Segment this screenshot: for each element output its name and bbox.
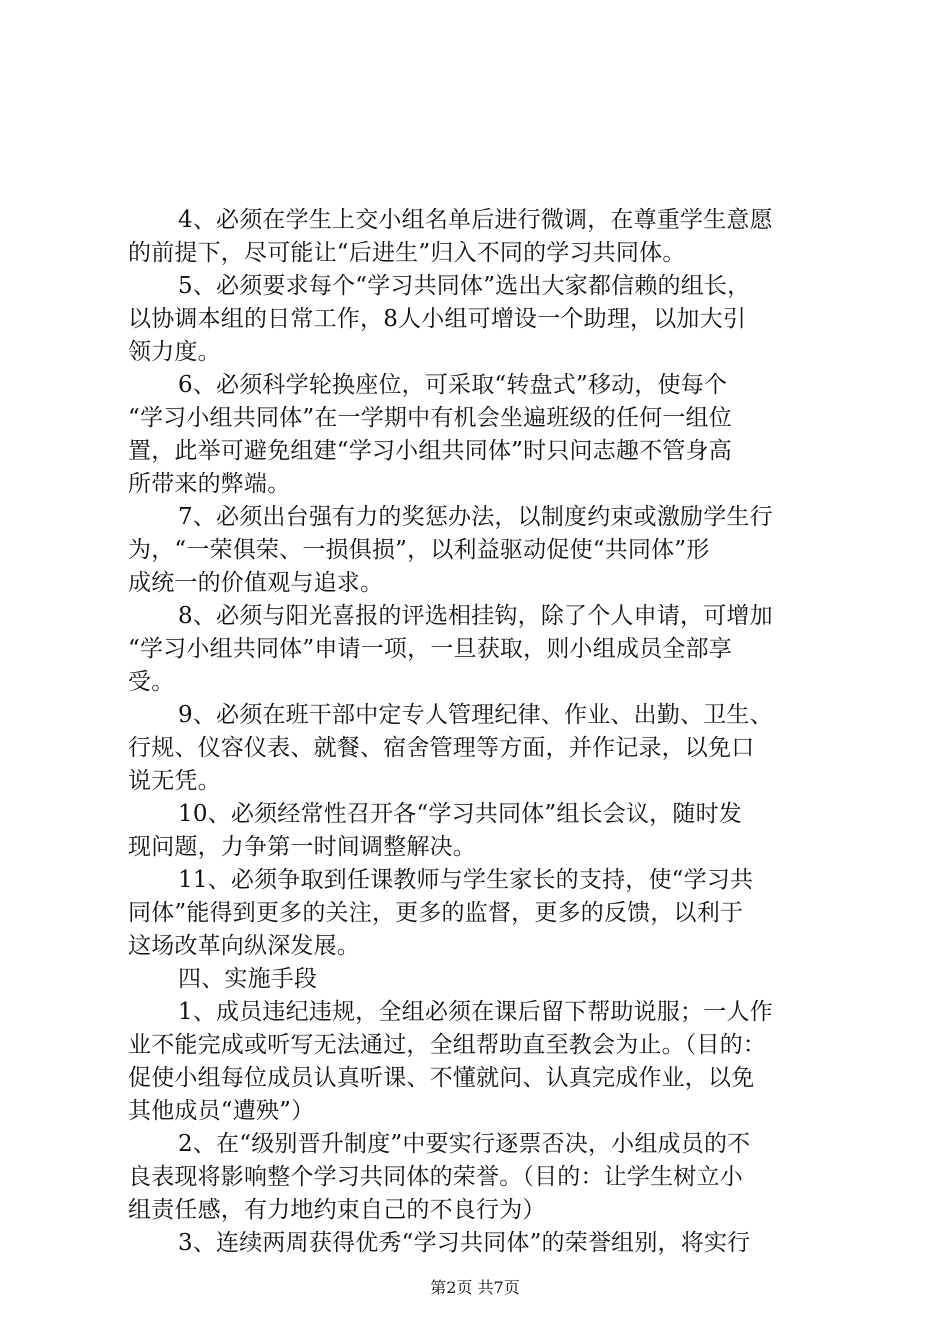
text-line: 置，此举可避免组建“学习小组共同体”时只问志趣不管身高 [128, 438, 732, 464]
text-line: 业不能完成或听写无法通过，全组帮助直至教会为止。（目的： [128, 1032, 767, 1058]
text-line: 其他成员“遭殃”） [128, 1098, 315, 1124]
text-line: 同体”能得到更多的关注，更多的监督，更多的反馈，以利于 [128, 900, 744, 926]
text-line: 8、必须与阳光喜报的评选相挂钩，除了个人申请，可增加 [178, 603, 773, 629]
text-line: 受。 [128, 669, 175, 695]
text-line: 领力度。 [128, 339, 221, 365]
text-line: 促使小组每位成员认真听课、不懂就问、认真完成作业，以免 [128, 1065, 755, 1091]
text-line: 2、在“级别晋升制度”中要实行逐票否决，小组成员的不 [178, 1131, 751, 1157]
text-line: 6、必须科学轮换座位，可采取“转盘式”移动，使每个 [178, 372, 728, 398]
text-line: 4、必须在学生上交小组名单后进行微调，在尊重学生意愿 [178, 207, 773, 233]
text-line: 行规、仪容仪表、就餐、宿舍管理等方面，并作记录，以免口 [128, 735, 755, 761]
page-number: 第2页 共7页 [430, 1278, 520, 1297]
text-line: 11、必须争取到任课教师与学生家长的支持，使“学习共 [178, 867, 754, 893]
text-line: 的前提下，尽可能让“后进生”归入不同的学习共同体。 [128, 240, 686, 266]
text-line: 良表现将影响整个学习共同体的荣誉。（目的：让学生树立小 [128, 1164, 743, 1190]
text-line: 现问题，力争第一时间调整解决。 [128, 834, 476, 860]
text-line: 所带来的弊端。 [128, 471, 291, 497]
text-line: 9、必须在班干部中定专人管理纪律、作业、出勤、卫生、 [178, 702, 773, 728]
text-line: 说无凭。 [128, 768, 221, 794]
text-line: 这场改革向纵深发展。 [128, 933, 360, 959]
text-line: 5、必须要求每个“学习共同体”选出大家都信赖的组长， [178, 273, 751, 299]
text-line: 7、必须出台强有力的奖惩办法，以制度约束或激励学生行 [178, 504, 773, 530]
text-line: 组责任感，有力地约束自己的不良行为） [128, 1197, 546, 1223]
text-line: 10、必须经常性召开各“学习共同体”组长会议，随时发 [178, 801, 742, 827]
section-heading: 四、实施手段 [178, 966, 318, 992]
text-line: 为，“一荣俱荣、一损俱损”，以利益驱动促使“共同体”形 [128, 537, 710, 563]
text-line: 1、成员违纪违规，全组必须在课后留下帮助说服；一人作 [178, 999, 773, 1025]
text-line: 以协调本组的日常工作，8人小组可增设一个助理，以加大引 [128, 306, 747, 332]
text-line: 成统一的价值观与追求。 [128, 570, 384, 596]
text-line: “学习小组共同体”申请一项，一旦获取，则小组成员全部享 [128, 636, 732, 662]
text-line: “学习小组共同体”在一学期中有机会坐遍班级的任何一组位 [128, 405, 732, 431]
text-line: 3、连续两周获得优秀“学习共同体”的荣誉组别，将实行 [178, 1230, 751, 1256]
